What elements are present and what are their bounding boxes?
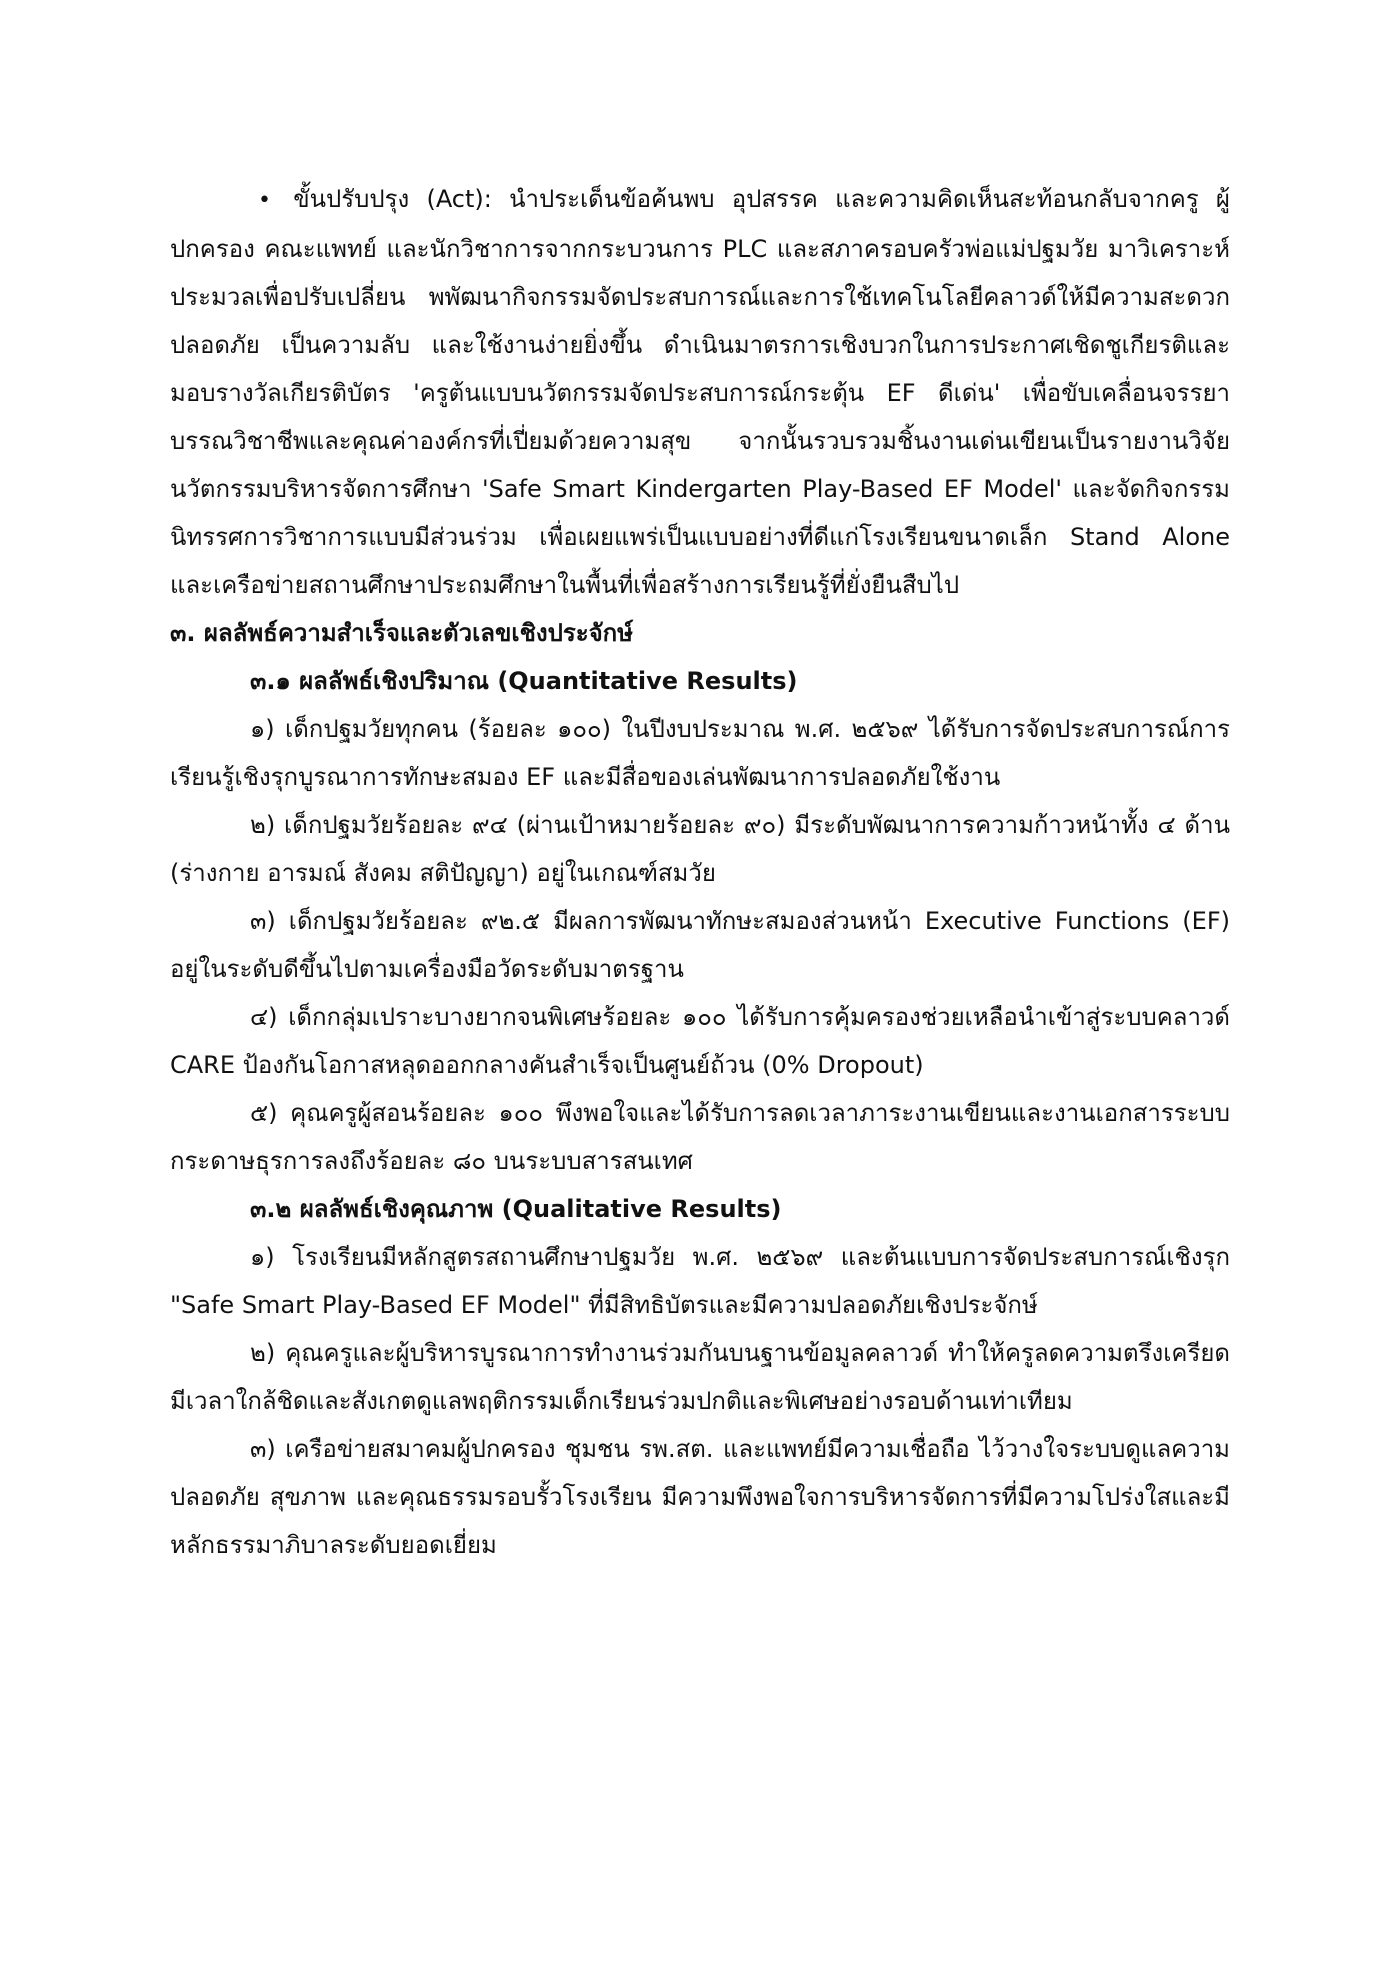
quantitative-heading: ๓.๑ ผลลัพธ์เชิงปริมาณ (Quantitative Results) [250, 667, 798, 695]
qualitative-heading: ๓.๒ ผลลัพธ์เชิงคุณภาพ (Qualitative Results) [250, 1195, 782, 1223]
document-page [170, 175, 1230, 1569]
qualitative-item: ๒) คุณครูและผู้บริหารบูรณาการทำงานร่วมกันบนฐานข้อมูลคลาวด์ ทำให้ครูลดความตรึงเครียด มีเวลาใกล้ชิดและสังเกตดูแลพฤติกรรมเด็กเรียนร่วมปกติและพิเศษอย่างรอบด้านเท่าเทียม [170, 1339, 1230, 1415]
quantitative-item: ๕) คุณครูผู้สอนร้อยละ ๑๐๐ พึงพอใจและได้รับการลดเวลาภาระงานเขียนและงานเอกสารระบบกระดาษธุรการลงถึงร้อยละ ๘๐ บนระบบสารสนเทศ [170, 1099, 1230, 1175]
quantitative-item: ๒) เด็กปฐมวัยร้อยละ ๙๔ (ผ่านเป้าหมายร้อยละ ๙๐) มีระดับพัฒนาการความก้าวหน้าทั้ง ๔ ด้าน (ร่างกาย อารมณ์ สังคม สติปัญญา) อยู่ในเกณฑ์สมวัย [170, 811, 1230, 887]
quantitative-item: ๑) เด็กปฐมวัยทุกคน (ร้อยละ ๑๐๐) ในปีงบประมาณ พ.ศ. ๒๕๖๙ ได้รับการจัดประสบการณ์การเรียนรู้เชิงรุกบูรณาการทักษะสมอง EF และมีสื่อของเล่นพัฒนาการปลอดภัยใช้งาน [170, 715, 1230, 791]
qualitative-item: ๑) โรงเรียนมีหลักสูตรสถานศึกษาปฐมวัย พ.ศ. ๒๕๖๙ และต้นแบบการจัดประสบการณ์เชิงรุก "Safe Smart Play-Based EF Model" ที่มีสิทธิบัตรและมีความปลอดภัยเชิงประจักษ์ [170, 1243, 1230, 1319]
act-step-text: ขั้นปรับปรุง (Act): นำประเด็นข้อค้นพบ อุปสรรค และความคิดเห็นสะท้อนกลับจากครู ผู้ปกครอง คณะแพทย์ และนักวิชาการจากกระบวนการ PLC และสภาครอบครัวพ่อแม่ปฐมวัย มาวิเคราะห์ประมวลเพื่อปรับเปลี่ยน พพัฒนากิจกรรมจัดประสบการณ์และการใช้เทคโนโลยีคลาวด์ให้มีความสะดวก ปลอดภัย เป็นความลับ และใช้งานง่ายยิ่งขึ้น ดำเนินมาตรการเชิงบวกในการประกาศเชิดชูเกียรติและมอบรางวัลเกียรติบัตร 'ครูต้นแบบนวัตกรรมจัดประสบการณ์กระตุ้น EF ดีเด่น' เพื่อขับเคลื่อนจรรยาบรรณวิชาชีพและคุณค่าองค์กรที่เปี่ยมด้วยความสุข จากนั้นรวบรวมชิ้นงานเด่นเขียนเป็นรายงานวิจัยนวัตกรรมบริหารจัดการศึกษา 'Safe Smart Kindergarten Play-Based EF Model' และจัดกิจกรรมนิทรรศการวิชาการแบบมีส่วนร่วม เพื่อเผยแพร่เป็นแบบอย่างที่ดีแก่โรงเรียนขนาดเล็ก Stand Alone และเครือข่ายสถานศึกษาประถมศึกษาในพื้นที่เพื่อสร้างการเรียนรู้ที่ยั่งยืนสืบไป [170, 185, 1230, 599]
act-step-paragraph [170, 175, 1230, 609]
bullet-icon: • [258, 188, 271, 213]
qualitative-item: ๓) เครือข่ายสมาคมผู้ปกครอง ชุมชน รพ.สต. และแพทย์มีความเชื่อถือ ไว้วางใจระบบดูแลความปลอดภัย สุขภาพ และคุณธรรมรอบรั้วโรงเรียน มีความพึงพอใจการบริหารจัดการที่มีความโปร่งใสและมีหลักธรรมาภิบาลระดับยอดเยี่ยม [170, 1435, 1230, 1559]
quantitative-item: ๔) เด็กกลุ่มเปราะบางยากจนพิเศษร้อยละ ๑๐๐ ได้รับการคุ้มครองช่วยเหลือนำเข้าสู่ระบบคลาวด์ CARE ป้องกันโอกาสหลุดออกกลางคันสำเร็จเป็นศูนย์ถ้วน (0% Dropout) [170, 1003, 1230, 1079]
section-heading: ๓. ผลลัพธ์ความสำเร็จและตัวเลขเชิงประจักษ์ [170, 619, 634, 647]
quantitative-item: ๓) เด็กปฐมวัยร้อยละ ๙๒.๕ มีผลการพัฒนาทักษะสมองส่วนหน้า Executive Functions (EF) อยู่ในระดับดีขึ้นไปตามเครื่องมือวัดระดับมาตรฐาน [170, 907, 1230, 983]
